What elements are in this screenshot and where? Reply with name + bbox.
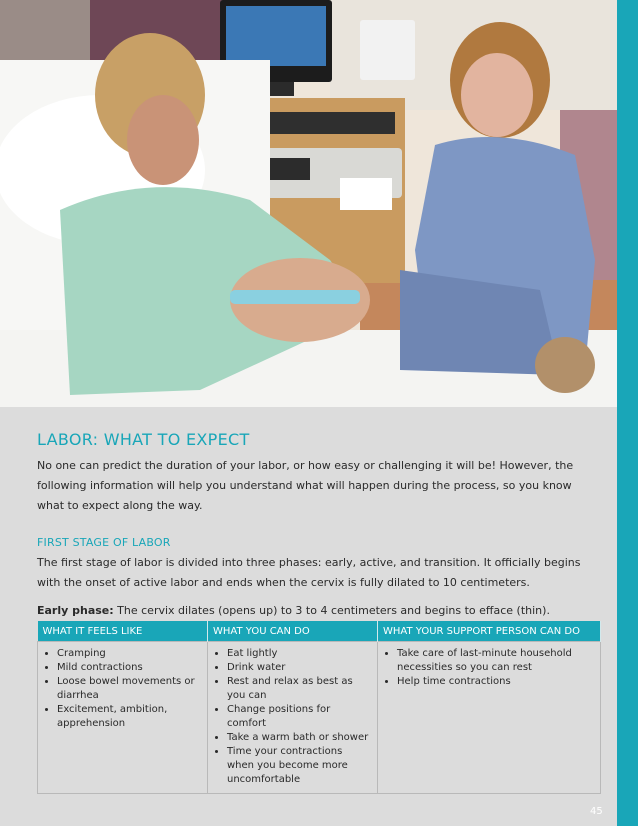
- stage-paragraph: The first stage of labor is divided into three phases: early, active, and transition. It officially begins with the onset of active labor and ends when the cervix is fully dilated to 10 centimeters.: [37, 556, 581, 589]
- content: [37, 430, 602, 794]
- section-title: LABOR: WHAT TO EXPECT: [37, 430, 250, 449]
- list-item: • Change positions for comfort: [227, 703, 372, 731]
- early-phase-table: [37, 621, 601, 794]
- early-phase-label: Early phase:: [37, 604, 114, 617]
- early-phase-paragraph: [37, 603, 602, 619]
- feels-like-list: [43, 647, 202, 731]
- stage-heading: FIRST STAGE OF LABOR: [37, 536, 171, 549]
- hospital-photo: [0, 0, 617, 407]
- table-header-row: [38, 621, 601, 642]
- table-cell: [208, 642, 378, 794]
- table-cell: [38, 642, 208, 794]
- table-header-cell: WHAT IT FEELS LIKE: [38, 621, 208, 642]
- page-number: 45: [590, 806, 603, 817]
- early-phase-text: The cervix dilates (opens up) to 3 to 4 centimeters and begins to efface (thin).: [113, 604, 550, 617]
- list-item: • Rest and relax as best as you can: [227, 675, 372, 703]
- photo-illustration: [0, 0, 617, 407]
- list-item: • Drink water: [227, 661, 372, 675]
- support-person-list: [383, 647, 595, 689]
- accent-side-bar: [617, 0, 638, 826]
- list-item: • Cramping: [57, 647, 202, 661]
- list-item: • Loose bowel movements or diarrhea: [57, 675, 202, 703]
- list-item: • Excitement, ambition, apprehension: [57, 703, 202, 731]
- list-item: • Take a warm bath or shower: [227, 731, 372, 745]
- table-header-cell: WHAT YOU CAN DO: [208, 621, 378, 642]
- list-item: • Eat lightly: [227, 647, 372, 661]
- table-header-cell: WHAT YOUR SUPPORT PERSON CAN DO: [378, 621, 601, 642]
- list-item: • Mild contractions: [57, 661, 202, 675]
- list-item: • Help time contractions: [397, 675, 595, 689]
- intro-paragraph: No one can predict the duration of your labor, or how easy or challenging it will be! However, the following information will help you understand what will happen during the process, so you know what to expect along the way.: [37, 459, 574, 512]
- list-item: • Time your contractions when you become more uncomfortable: [227, 745, 372, 787]
- list-item: • Take care of last-minute household necessities so you can rest: [397, 647, 595, 675]
- you-can-do-list: [213, 647, 372, 787]
- table-row: [38, 642, 601, 794]
- table-cell: [378, 642, 601, 794]
